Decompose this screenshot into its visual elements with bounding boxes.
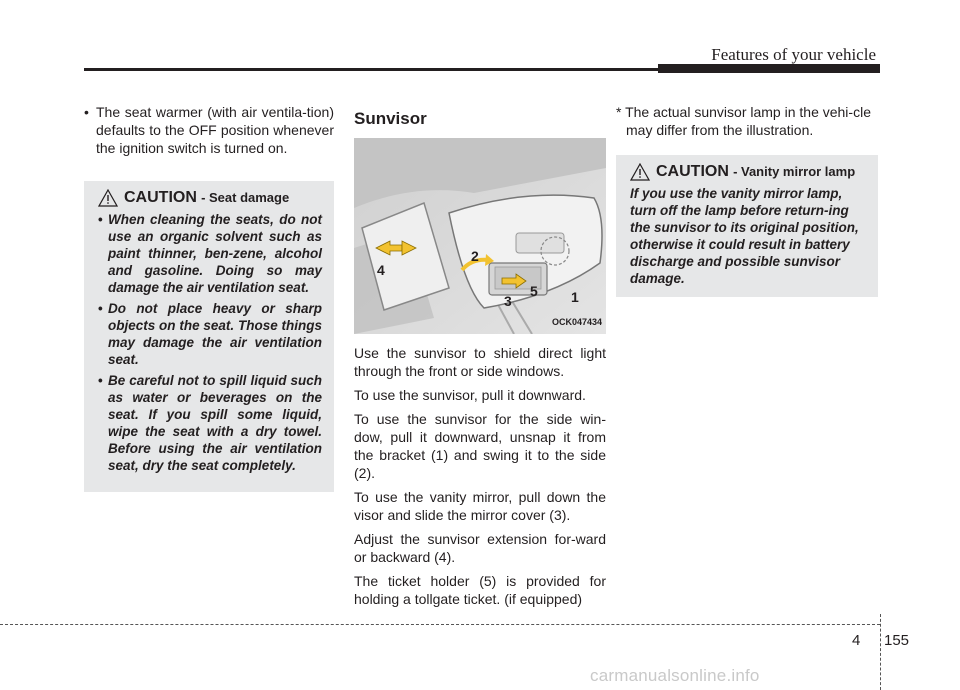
- warning-triangle-icon: [98, 189, 118, 207]
- callout-5: 5: [530, 283, 538, 299]
- caution-title: [98, 189, 322, 207]
- callout-3: 3: [504, 293, 512, 309]
- caution-subtitle: - Seat damage: [201, 190, 290, 205]
- callout-4: 4: [377, 262, 385, 278]
- paragraph: Use the sunvisor to shield direct light through the front or side windows.: [354, 345, 606, 379]
- section-title: Sunvisor: [354, 109, 427, 128]
- chapter-number: 4: [852, 632, 861, 649]
- middle-column: [354, 110, 606, 608]
- seat-damage-caution: [84, 181, 334, 492]
- sunvisor-drawing: [354, 138, 606, 334]
- caution-item: • Be careful not to spill liquid such as water or beverages on the seat. If you spill some liquid, wipe the seat with a dry towel. Before using the air ventilation seat, dry the seat completely.: [98, 372, 322, 474]
- paragraph: Adjust the sunvisor extension for-ward or backward (4).: [354, 531, 606, 565]
- right-column: [616, 103, 878, 297]
- paragraph: To use the vanity mirror, pull down the visor and slide the mirror cover (3).: [354, 489, 606, 523]
- seat-warmer-note: • The seat warmer (with air ventila-tion) defaults to the OFF position whenever the ignition switch is turned on.: [84, 103, 334, 157]
- sunvisor-illustration: [354, 138, 606, 334]
- callout-2: 2: [471, 248, 479, 264]
- footer-rule: [0, 624, 880, 625]
- caution-title: [630, 163, 866, 181]
- paragraph: To use the sunvisor for the side win-dow, pull it downward, unsnap it from the bracket (1) and swing it to the side (2).: [354, 411, 606, 481]
- watermark: carmanualsonline.info: [590, 666, 760, 685]
- paragraph: To use the sunvisor, pull it downward.: [354, 387, 586, 403]
- caution-body: If you use the vanity mirror lamp, turn off the lamp before return-ing the sunvisor to its original position, otherwise it could result in battery discharge and possible sunvisor damage.: [630, 186, 859, 286]
- callout-1: 1: [571, 289, 579, 305]
- vanity-lamp-caution: [616, 155, 878, 297]
- paragraph: The ticket holder (5) is provided for holding a tollgate ticket. (if equipped): [354, 573, 606, 607]
- caution-label: CAUTION: [656, 163, 729, 180]
- caution-label: CAUTION: [124, 189, 197, 206]
- footer-divider: [880, 614, 881, 690]
- caution-item: • Do not place heavy or sharp objects on the seat. Those things may damage the air ventilation seat.: [98, 300, 322, 368]
- left-column: [84, 103, 334, 492]
- header-title: Features of your vehicle: [711, 45, 876, 64]
- figure-code: OCK047434: [551, 317, 602, 327]
- warning-triangle-icon: [630, 163, 650, 181]
- header-rule: [84, 68, 880, 71]
- page-number: 155: [884, 632, 910, 649]
- caution-subtitle: - Vanity mirror lamp: [733, 164, 856, 179]
- illustration-note: * The actual sunvisor lamp in the vehi-cle may differ from the illustration.: [616, 104, 871, 138]
- caution-item: • When cleaning the seats, do not use an organic solvent such as paint thinner, ben-zene, alcohol and gasoline. Doing so may damage the air ventilation seat.: [98, 211, 322, 296]
